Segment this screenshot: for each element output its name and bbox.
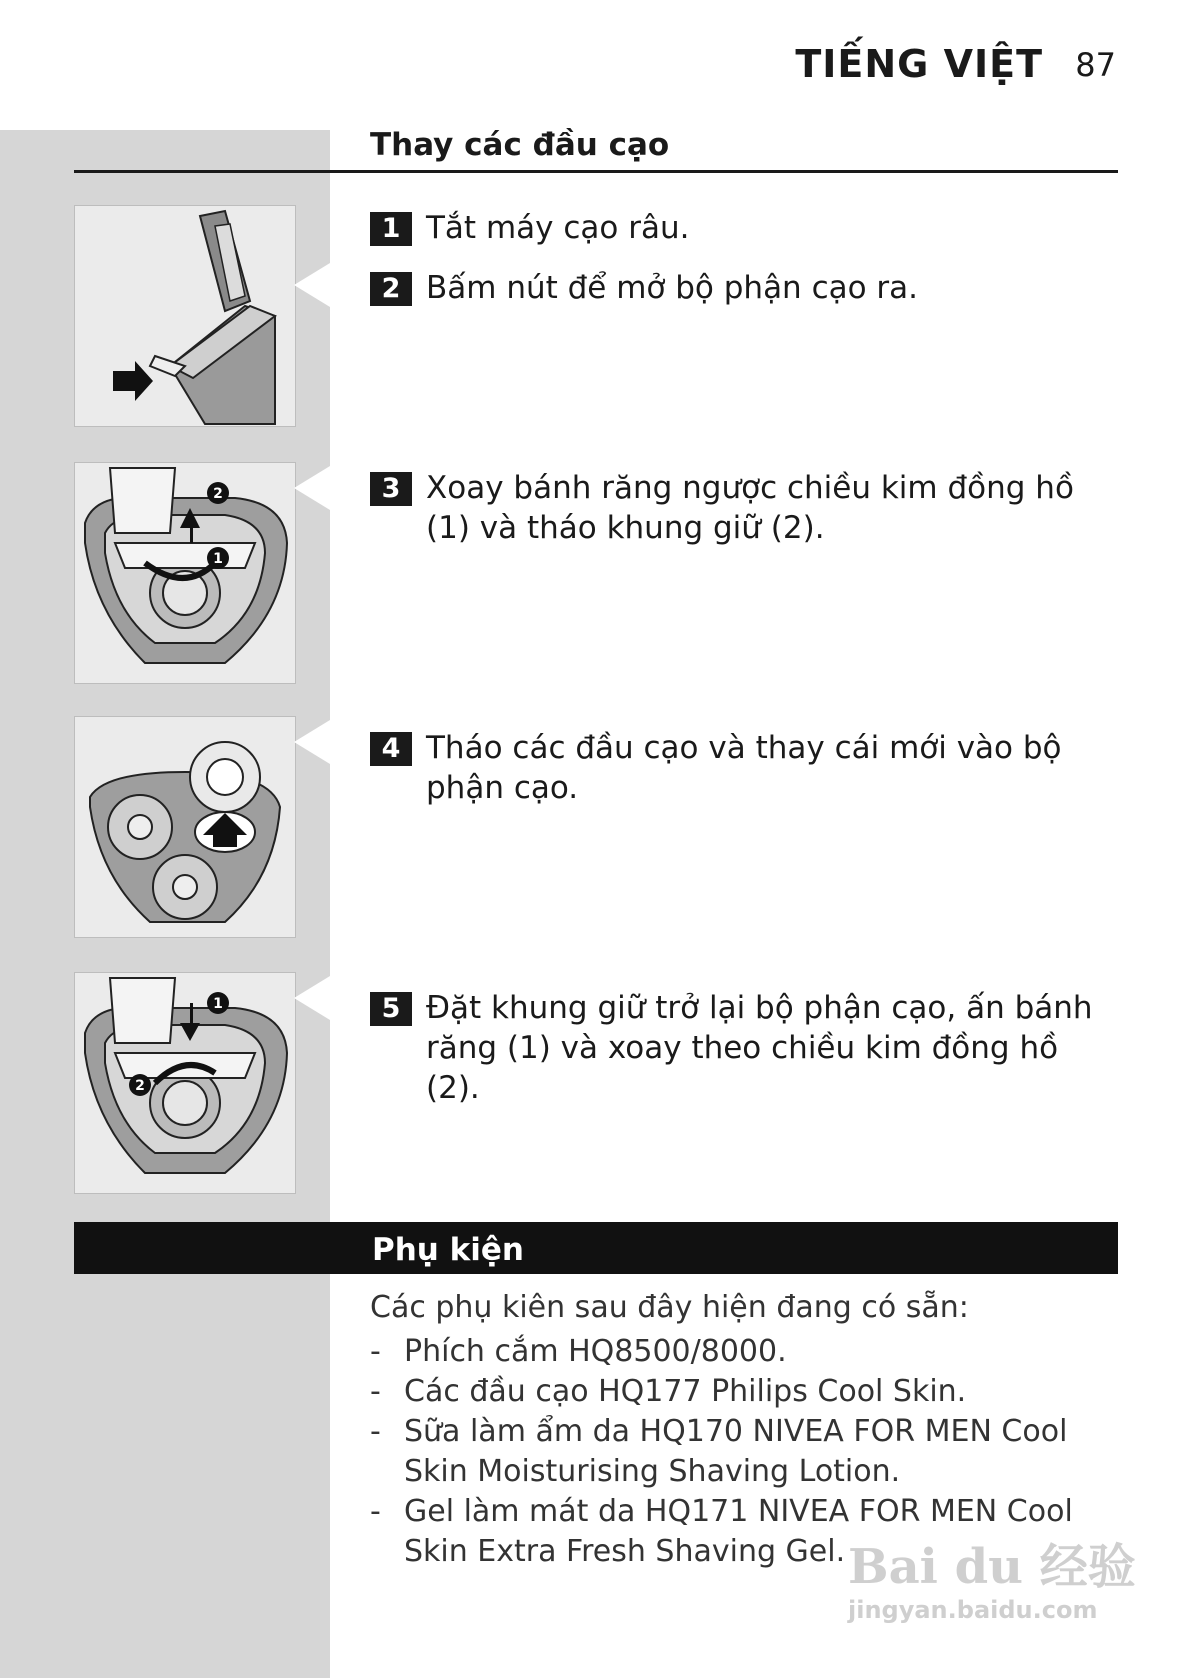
step-text: Tắt máy cạo râu. xyxy=(426,210,690,246)
section-rule xyxy=(74,170,1118,173)
step-5 xyxy=(370,988,1110,1108)
list-item: - Gel làm mát da HQ171 NIVEA FOR MEN Cool Skin Extra Fresh Shaving Gel. xyxy=(370,1492,1110,1572)
step-text: Bấm nút để mở bộ phận cạo ra. xyxy=(426,270,919,306)
arrow-right-icon xyxy=(113,361,153,401)
watermark-logo xyxy=(848,1528,1136,1597)
figure-pointer xyxy=(294,720,330,764)
step-number: 5 xyxy=(370,992,412,1026)
figure-open-shaver xyxy=(74,205,296,427)
callout-1: 1 xyxy=(213,996,223,1012)
figure-replace-heads xyxy=(74,716,296,938)
list-item: - Sữa làm ẩm da HQ170 NIVEA FOR MEN Cool Skin Moisturising Shaving Lotion. xyxy=(370,1412,1110,1492)
figure-pointer xyxy=(294,263,330,307)
list-item: - Các đầu cạo HQ177 Philips Cool Skin. xyxy=(370,1372,1110,1412)
watermark-logo-text: Bai du 经验 xyxy=(848,1539,1136,1595)
accessories-intro: Các phụ kiên sau đây hiện đang có sẵn: xyxy=(370,1290,969,1325)
section-title: Thay các đầu cạo xyxy=(370,127,670,163)
step-number: 1 xyxy=(370,212,412,246)
figure-pointer xyxy=(294,976,330,1020)
step-text: Đặt khung giữ trở lại bộ phận cạo, ấn bánh răng (1) và xoay theo chiều kim đồng hồ (2). xyxy=(426,990,1093,1106)
callout-2: 2 xyxy=(213,486,223,502)
header-language: TIẾNG VIỆT xyxy=(795,42,1043,86)
step-number: 2 xyxy=(370,272,412,306)
figure-pointer xyxy=(294,466,330,510)
figure-reattach-frame xyxy=(74,972,296,1194)
step-text: Tháo các đầu cạo và thay cái mới vào bộ phận cạo. xyxy=(426,730,1062,806)
step-text: Xoay bánh răng ngược chiều kim đồng hồ (1) và tháo khung giữ (2). xyxy=(426,470,1074,546)
step-3 xyxy=(370,468,1110,548)
step-number: 4 xyxy=(370,732,412,766)
accessories-header-bar xyxy=(74,1222,1118,1274)
step-number: 3 xyxy=(370,472,412,506)
accessories-title: Phụ kiện xyxy=(372,1232,524,1268)
callout-2: 2 xyxy=(135,1078,145,1094)
figure-turn-wheel xyxy=(74,462,296,684)
step-4 xyxy=(370,728,1110,808)
list-item: - Phích cắm HQ8500/8000. xyxy=(370,1332,1110,1372)
callout-1: 1 xyxy=(213,551,223,567)
step-1 xyxy=(370,208,1110,248)
page-number: 87 xyxy=(1075,46,1116,84)
watermark-url: jingyan.baidu.com xyxy=(848,1596,1098,1624)
step-2 xyxy=(370,268,1110,308)
